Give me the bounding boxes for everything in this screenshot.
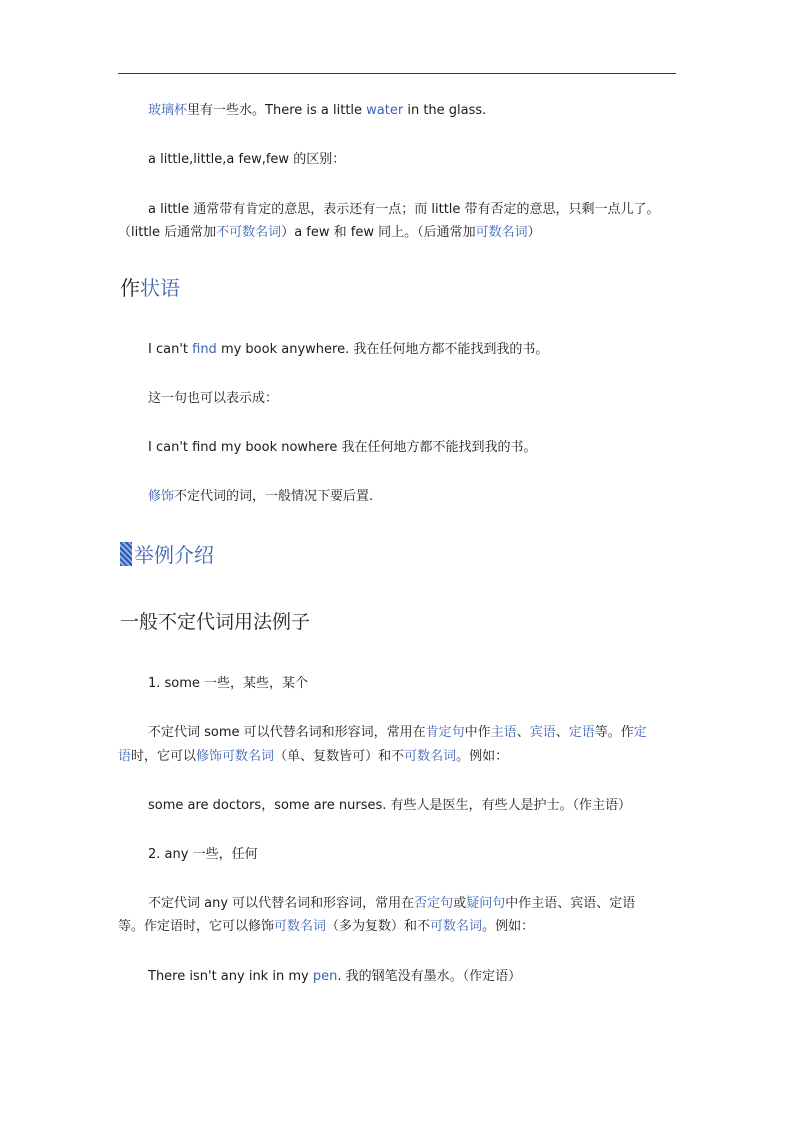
link-water[interactable]: water <box>366 103 404 118</box>
link-modify-2[interactable]: 修饰 <box>196 749 223 764</box>
link-glass[interactable]: 玻璃杯 <box>148 103 188 118</box>
link-countable-noun[interactable]: 可数名词 <box>475 225 528 240</box>
paragraph-nowhere-example: I can't find my book nowhere 我在任何地方都不能找到我的书。 <box>148 440 537 455</box>
heading-examples: 举例介绍 <box>120 541 214 569</box>
link-uncountable-noun[interactable]: 不可数名词 <box>216 225 282 240</box>
heading-adverbial: 作状语 <box>120 276 180 300</box>
paragraph-any-title: 2. any 一些，任何 <box>148 847 258 862</box>
paragraph-any-desc-line1: 不定代词 any 可以代替名词和形容词，常用在否定句或疑问句中作主语、宾语、定语 <box>148 896 636 911</box>
link-countable-noun-5[interactable]: 可数名词 <box>430 919 483 934</box>
link-find[interactable]: find <box>192 342 217 357</box>
section-marker-icon <box>120 542 132 566</box>
paragraph-some-desc-line2: 语时，它可以修饰可数名词（单、复数皆可）和不可数名词。例如： <box>118 749 509 764</box>
paragraph-any-desc-line2: 等。作定语时，它可以修饰可数名词（多为复数）和不可数名词。例如： <box>118 919 535 934</box>
paragraph-glass-example: 玻璃杯里有一些水。There is a little water in the glass. <box>148 103 487 118</box>
heading-general-usage: 一般不定代词用法例子 <box>120 611 311 633</box>
link-attributive-2a[interactable]: 定 <box>633 725 647 740</box>
link-pen[interactable]: pen <box>312 969 338 984</box>
link-attributive-2b[interactable]: 语 <box>118 749 132 764</box>
header-rule <box>118 73 676 74</box>
paragraph-difference-title: a little,little,a few,few 的区别： <box>148 152 346 167</box>
paragraph-some-title: 1. some 一些，某些，某个 <box>148 676 309 691</box>
link-object[interactable]: 宾语 <box>529 725 556 740</box>
link-subject[interactable]: 主语 <box>490 725 517 740</box>
link-countable-noun-3[interactable]: 可数名词 <box>404 749 457 764</box>
paragraph-modifier-note: 修饰不定代词的词，一般情况下要后置. <box>148 489 374 504</box>
paragraph-any-example: There isn't any ink in my pen. 我的钢笔没有墨水。（作定语） <box>148 969 522 984</box>
paragraph-some-desc-line1: 不定代词 some 可以代替名词和形容词，常用在肯定句中作主语、宾语、定语等。作定 <box>148 725 647 740</box>
link-affirmative-sentence[interactable]: 肯定句 <box>425 725 465 740</box>
link-interrogative-sentence[interactable]: 疑问句 <box>466 896 506 911</box>
link-countable-noun-2[interactable]: 可数名词 <box>222 749 275 764</box>
link-modify[interactable]: 修饰 <box>148 489 175 504</box>
paragraph-find-example: I can't find my book anywhere. 我在任何地方都不能找到我的书。 <box>148 342 549 357</box>
paragraph-also-expressed: 这一句也可以表示成： <box>148 391 279 406</box>
paragraph-difference-line1: a little 通常带有肯定的意思，表示还有一点；而 little 带有否定的意思，只剩一点儿了。 <box>148 202 660 217</box>
link-attributive[interactable]: 定语 <box>568 725 595 740</box>
link-countable-noun-4[interactable]: 可数名词 <box>274 919 327 934</box>
paragraph-some-example: some are doctors，some are nurses. 有些人是医生，有些人是护士。（作主语） <box>148 798 632 813</box>
link-negative-sentence[interactable]: 否定句 <box>414 896 454 911</box>
paragraph-difference-line2: （little 后通常加不可数名词）a few 和 few 同上。（后通常加可数名词） <box>118 225 541 240</box>
link-adverbial[interactable]: 状语 <box>140 276 180 300</box>
